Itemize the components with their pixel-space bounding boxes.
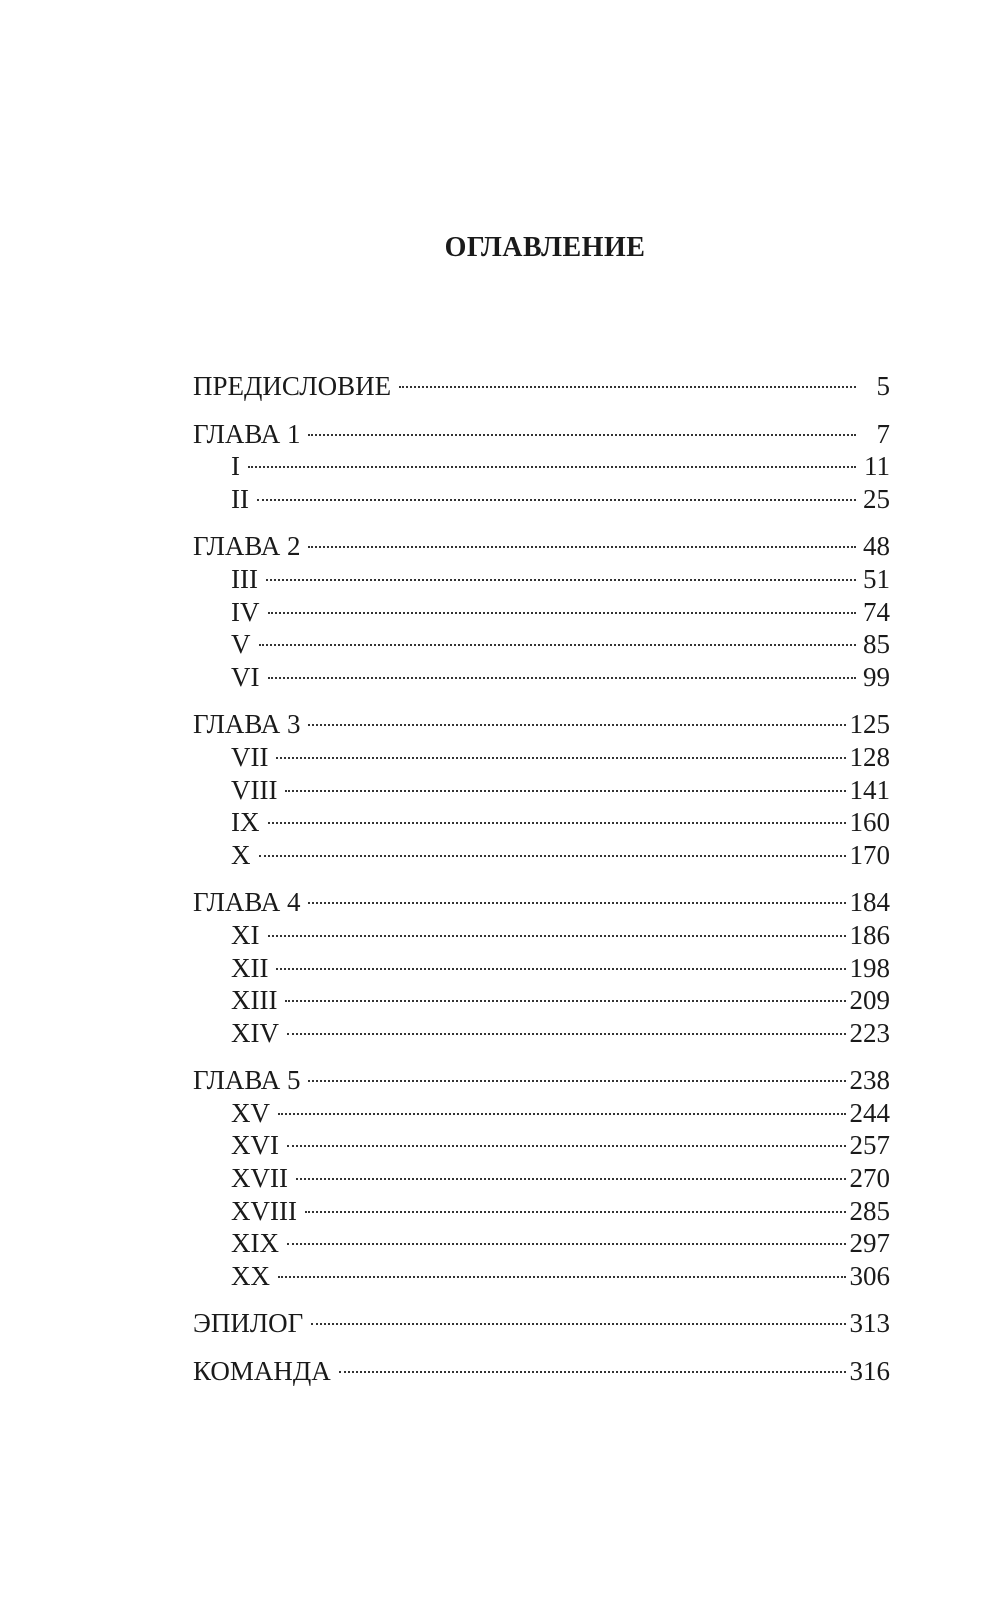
toc-dot-leader xyxy=(399,386,856,388)
toc-entry-page-number: 5 xyxy=(876,371,890,401)
toc-entry-page-number: 186 xyxy=(849,919,890,950)
toc-entry-section xyxy=(193,483,890,516)
toc-entry-page-number: 160 xyxy=(849,807,890,838)
toc-entry-section xyxy=(193,1260,890,1293)
toc-entry-page-number: 313 xyxy=(849,1308,890,1339)
toc-entry-page-number: 48 xyxy=(863,531,890,562)
toc-entry-label: XV xyxy=(231,1097,270,1128)
toc-entry-section xyxy=(193,952,890,985)
toc-dot-leader xyxy=(311,1323,845,1325)
toc-dot-leader xyxy=(308,546,856,548)
toc-entry-label: ГЛАВА 2 xyxy=(193,531,301,562)
toc-entry-label: XVI xyxy=(231,1130,279,1161)
toc-entry-chapter xyxy=(193,530,890,563)
toc-entry-label: XVIII xyxy=(231,1195,297,1226)
toc-entry-section xyxy=(193,839,890,872)
toc-entry-section xyxy=(193,919,890,952)
toc-entry-page-number: 244 xyxy=(849,1097,890,1128)
toc-dot-leader xyxy=(285,1000,845,1002)
toc-entry-section xyxy=(193,984,890,1017)
toc-entry-chapter xyxy=(193,1355,890,1388)
toc-dot-leader xyxy=(287,1243,846,1245)
toc-dot-leader xyxy=(276,757,845,759)
toc-entry-label: I xyxy=(231,451,240,482)
toc-entry-label: V xyxy=(231,629,251,660)
toc-dot-leader xyxy=(257,499,856,501)
toc-entry-label: X xyxy=(231,839,251,870)
table-of-contents xyxy=(193,370,890,1388)
toc-dot-leader xyxy=(287,1033,846,1035)
page-title: ОГЛАВЛЕНИЕ xyxy=(444,232,646,263)
toc-entry-chapter xyxy=(193,1064,890,1097)
toc-entry-label: III xyxy=(231,563,258,594)
toc-entry-page-number: 306 xyxy=(849,1260,890,1291)
toc-entry-page-number: 198 xyxy=(849,952,890,983)
toc-entry-chapter xyxy=(193,886,890,919)
toc-entry-label: ГЛАВА 3 xyxy=(193,709,301,740)
toc-entry-label: XIII xyxy=(231,985,278,1016)
toc-entry-section xyxy=(193,628,890,661)
toc-dot-leader xyxy=(305,1211,846,1213)
toc-entry-label: VIII xyxy=(231,774,278,805)
toc-entry-page-number: 223 xyxy=(849,1017,890,1048)
toc-entry-section xyxy=(193,741,890,774)
toc-entry-section xyxy=(193,563,890,596)
toc-entry-page-number: 257 xyxy=(849,1130,890,1161)
toc-dot-leader xyxy=(268,935,846,937)
toc-dot-leader xyxy=(296,1178,846,1180)
toc-entry-section xyxy=(193,1162,890,1195)
toc-dot-leader xyxy=(278,1113,846,1115)
toc-entry-page-number: 74 xyxy=(863,596,890,627)
toc-entry-page-number: 7 xyxy=(876,418,890,449)
toc-entry-section xyxy=(193,1017,890,1050)
toc-entry-label: XI xyxy=(231,919,260,950)
toc-entry-label: IX xyxy=(231,807,260,838)
toc-entry-page-number: 128 xyxy=(849,741,890,772)
toc-entry-chapter xyxy=(193,708,890,741)
toc-entry-section xyxy=(193,1129,890,1162)
toc-entry-chapter xyxy=(193,418,890,451)
toc-entry-section xyxy=(193,1227,890,1260)
toc-dot-leader xyxy=(259,644,857,646)
toc-entry-page-number: 170 xyxy=(849,839,890,870)
toc-entry-page-number: 297 xyxy=(849,1228,890,1259)
toc-dot-leader xyxy=(278,1276,846,1278)
toc-dot-leader xyxy=(339,1371,846,1373)
toc-entry-page-number: 85 xyxy=(863,629,890,660)
toc-dot-leader xyxy=(276,968,845,970)
toc-entry-label: КОМАНДА xyxy=(193,1356,331,1387)
toc-dot-leader xyxy=(285,790,845,792)
toc-entry-label: ЭПИЛОГ xyxy=(193,1308,304,1339)
toc-entry-label: XIV xyxy=(231,1017,279,1048)
toc-entry-label: XIX xyxy=(231,1228,279,1259)
toc-entry-page-number: 184 xyxy=(849,887,890,918)
toc-entry-page-number: 51 xyxy=(863,563,890,594)
toc-entry-section xyxy=(193,774,890,807)
toc-dot-leader xyxy=(248,466,856,468)
toc-entry-section xyxy=(193,1097,890,1130)
toc-entry-page-number: 99 xyxy=(863,661,890,692)
toc-entry-section xyxy=(193,450,890,483)
toc-entry-section xyxy=(193,1195,890,1228)
toc-entry-page-number: 11 xyxy=(864,451,890,482)
toc-entry-page-number: 25 xyxy=(863,483,890,514)
toc-entry-label: XVII xyxy=(231,1163,288,1194)
toc-entry-label: XX xyxy=(231,1260,270,1291)
toc-entry-section xyxy=(193,661,890,694)
toc-entry-page-number: 285 xyxy=(849,1195,890,1226)
toc-dot-leader xyxy=(259,855,846,857)
toc-entry-page-number: 209 xyxy=(849,985,890,1016)
toc-entry-label: ПРЕДИСЛОВИЕ xyxy=(193,371,392,401)
toc-entry-label: ГЛАВА 1 xyxy=(193,418,301,449)
toc-entry-label: XII xyxy=(231,952,269,983)
toc-entry-page-number: 270 xyxy=(849,1163,890,1194)
toc-dot-leader xyxy=(308,434,856,436)
toc-dot-leader xyxy=(308,1080,845,1082)
toc-dot-leader xyxy=(266,579,856,581)
toc-dot-leader xyxy=(308,724,845,726)
toc-entry-label: ГЛАВА 5 xyxy=(193,1065,301,1096)
toc-dot-leader xyxy=(268,612,857,614)
toc-entry-page-number: 316 xyxy=(849,1356,890,1387)
toc-entry-page-number: 238 xyxy=(849,1065,890,1096)
toc-entry-chapter xyxy=(193,370,890,403)
toc-entry-chapter xyxy=(193,1307,890,1340)
toc-dot-leader xyxy=(308,902,845,904)
toc-dot-leader xyxy=(268,822,846,824)
toc-entry-label: ГЛАВА 4 xyxy=(193,887,301,918)
toc-entry-label: VI xyxy=(231,661,260,692)
toc-dot-leader xyxy=(268,677,857,679)
toc-dot-leader xyxy=(287,1145,846,1147)
toc-entry-section xyxy=(193,596,890,629)
toc-entry-label: VII xyxy=(231,741,269,772)
toc-entry-page-number: 125 xyxy=(849,709,890,740)
toc-entry-label: IV xyxy=(231,596,260,627)
toc-entry-label: II xyxy=(231,483,249,514)
toc-entry-section xyxy=(193,806,890,839)
toc-entry-page-number: 141 xyxy=(849,774,890,805)
